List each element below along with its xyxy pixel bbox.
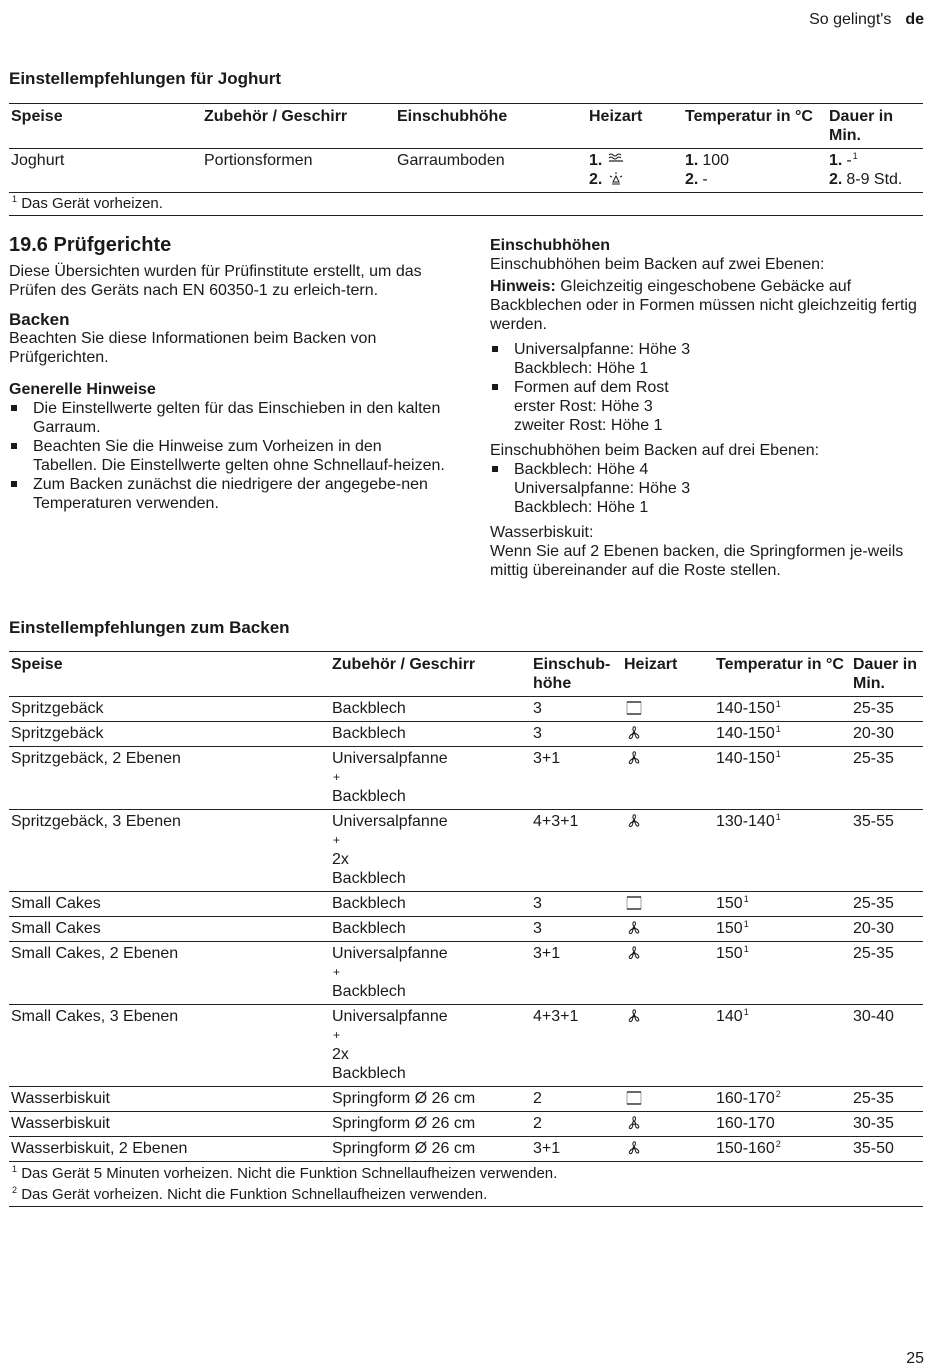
- cell-heizart: [622, 1137, 714, 1162]
- footnote-text: Das Gerät vorheizen.: [21, 195, 163, 212]
- footnote-number: 1: [12, 194, 18, 204]
- table-row: [9, 722, 923, 747]
- footnote-number: 1: [12, 1164, 18, 1174]
- header-lang: de: [905, 11, 924, 28]
- cell-temperatur: [714, 722, 851, 747]
- table-row: [9, 942, 923, 1005]
- temp-value: 150: [716, 945, 743, 962]
- step-number: 1.: [589, 152, 603, 169]
- zubehoer-line: Springform Ø 26 cm: [332, 1090, 476, 1107]
- cell-dauer: 25-35: [851, 942, 923, 1005]
- list-line: zweiter Rost: Höhe 1: [514, 417, 663, 434]
- footnote-ref: 1: [743, 894, 749, 904]
- zubehoer-line: +: [333, 965, 341, 979]
- joghurt-header-row: [9, 104, 923, 149]
- cell-temperatur: [714, 892, 851, 917]
- temp-value: 100: [702, 152, 730, 169]
- list-item: Zum Backen zunächst die niedrigere der angegebe-nen Temperaturen verwenden.: [9, 475, 449, 513]
- col-header: Temperatur in °C: [683, 104, 827, 149]
- cell-dauer: 25-35: [851, 1087, 923, 1112]
- cell-heizart: [622, 747, 714, 810]
- cell-dauer: 35-55: [851, 810, 923, 892]
- temp-value: 140-150: [716, 750, 775, 767]
- cell-zubehoer: [330, 1005, 531, 1087]
- cell-speise: Spritzgebäck: [9, 697, 330, 722]
- temp-value: 150-160: [716, 1140, 775, 1157]
- cell-zubehoer: [330, 747, 531, 810]
- backen-text: Beachten Sie diese Informationen beim Backen von Prüfgerichten.: [9, 330, 377, 366]
- list-line: Backblech: Höhe 1: [514, 360, 649, 377]
- page-header: [809, 10, 924, 29]
- col-header: Dauer in Min.: [827, 104, 923, 149]
- cell-hoehe: [531, 747, 622, 810]
- hinweis-note: [490, 277, 920, 334]
- cell-dauer: 25-35: [851, 892, 923, 917]
- table-row: [9, 1112, 923, 1137]
- cell-zubehoer: [330, 697, 531, 722]
- top-bottom-heat-icon: [624, 895, 644, 911]
- header-section: So gelingt's: [809, 11, 892, 28]
- list-item: Die Einstellwerte gelten für das Einschieben in den kalten Garraum.: [9, 399, 449, 437]
- cell-zubehoer: [330, 810, 531, 892]
- cell-dauer: [827, 149, 923, 193]
- cell-speise: Small Cakes, 2 Ebenen: [9, 942, 330, 1005]
- cell-heizart: [622, 917, 714, 942]
- page-number: 25: [906, 1350, 924, 1367]
- temp-value: 150: [716, 920, 743, 937]
- cell-speise: Spritzgebäck: [9, 722, 330, 747]
- cell-temperatur: [714, 1005, 851, 1087]
- zubehoer-line: Universalpfanne: [332, 750, 448, 767]
- list-line: Backblech: Höhe 1: [514, 499, 649, 516]
- table-row: [9, 917, 923, 942]
- einschub-value: 4+3+1: [533, 813, 579, 830]
- cell-speise: Spritzgebäck, 3 Ebenen: [9, 810, 330, 892]
- cell-heizart: [622, 810, 714, 892]
- zubehoer-line: +: [333, 833, 341, 847]
- cell-zubehoer: [330, 917, 531, 942]
- einschub-value: 2: [533, 1115, 542, 1132]
- zubehoer-line: Springform Ø 26 cm: [332, 1140, 476, 1157]
- einschub-value: 3: [533, 895, 542, 912]
- list-line: Formen auf dem Rost: [514, 379, 669, 396]
- backen-table: [9, 651, 923, 1207]
- zubehoer-line: +: [333, 1028, 341, 1042]
- oven-light-icon: [606, 171, 626, 187]
- cell-dauer: 25-35: [851, 747, 923, 810]
- zubehoer-line: Backblech: [332, 920, 406, 937]
- footnote-ref: 1: [775, 724, 781, 734]
- cell-heizart: [622, 722, 714, 747]
- table-row: [9, 1005, 923, 1087]
- zubehoer-line: 2x: [332, 851, 349, 868]
- footnote-text: Das Gerät vorheizen. Nicht die Funktion Schnellaufheizen verwenden.: [21, 1186, 488, 1203]
- footnote-ref: 1: [775, 749, 781, 759]
- list-item: [490, 460, 920, 517]
- einschub-zwei-text: Einschubhöhen beim Backen auf zwei Ebenen:: [490, 256, 825, 273]
- pruef-left-column: [9, 236, 449, 513]
- cell-hoehe: [531, 1005, 622, 1087]
- einschub-value: 3+1: [533, 750, 561, 767]
- dauer-value: 8-9 Std.: [846, 171, 903, 188]
- dauer-value: -: [846, 152, 852, 169]
- top-bottom-heat-icon: [624, 700, 644, 716]
- col-header: Speise: [9, 104, 202, 149]
- cell-temperatur: [714, 917, 851, 942]
- cell-dauer: 20-30: [851, 722, 923, 747]
- hinweis-label: Hinweis:: [490, 278, 556, 295]
- zubehoer-line: Universalpfanne: [332, 945, 448, 962]
- table-row: [9, 1087, 923, 1112]
- bottom-heat-icon: [606, 152, 626, 168]
- cell-dauer: 25-35: [851, 697, 923, 722]
- cell-zubehoer: [330, 892, 531, 917]
- einschub-value: 3: [533, 700, 542, 717]
- zubehoer-line: Universalpfanne: [332, 813, 448, 830]
- hot-air-gentle-icon: [624, 1115, 644, 1131]
- table-row: [9, 697, 923, 722]
- zubehoer-line: Backblech: [332, 788, 406, 805]
- wasser-text: Wenn Sie auf 2 Ebenen backen, die Springformen je-weils mittig übereinander auf die Roste stellen.: [490, 543, 904, 579]
- temp-value: 150: [716, 895, 743, 912]
- step-number: 1.: [829, 152, 843, 169]
- table-row: [9, 149, 923, 193]
- cell-heizart: [622, 1005, 714, 1087]
- hinweise-heading: Generelle Hinweise: [9, 381, 156, 398]
- cell-heizart: [587, 149, 683, 193]
- zubehoer-line: 2x: [332, 1046, 349, 1063]
- cell-speise: Small Cakes: [9, 917, 330, 942]
- list-item: Beachten Sie die Hinweise zum Vorheizen in den Tabellen. Die Einstellwerte gelten ohne Schnellauf-heizen.: [9, 437, 449, 475]
- footnote-number: 2: [12, 1185, 18, 1195]
- cell-temperatur: [714, 1137, 851, 1162]
- cell-hoehe: [531, 1137, 622, 1162]
- footnote: [9, 1184, 923, 1207]
- col-header: Einschubhöhe: [395, 104, 587, 149]
- hot-air-icon: [624, 1008, 644, 1024]
- section-heading: 19.6 Prüfgerichte: [9, 234, 172, 256]
- zubehoer-line: Universalpfanne: [332, 1008, 448, 1025]
- cell-dauer: 30-40: [851, 1005, 923, 1087]
- footnote-ref: 1: [743, 944, 749, 954]
- table-row: [9, 747, 923, 810]
- col-header: Zubehör / Geschirr: [330, 652, 531, 697]
- cell-dauer: 20-30: [851, 917, 923, 942]
- cell-temperatur: [683, 149, 827, 193]
- einschub-value: 3+1: [533, 945, 561, 962]
- col-header: Zubehör / Geschirr: [202, 104, 395, 149]
- step-number: 2.: [685, 171, 699, 188]
- cell-heizart: [622, 1112, 714, 1137]
- footnote: [9, 193, 923, 216]
- cell-temperatur: [714, 697, 851, 722]
- cell-dauer: 30-35: [851, 1112, 923, 1137]
- cell-speise: Wasserbiskuit: [9, 1112, 330, 1137]
- footnote-ref: 1: [852, 151, 858, 161]
- cell-speise: Small Cakes: [9, 892, 330, 917]
- cell-hoehe: [531, 942, 622, 1005]
- einschub-value: 2: [533, 1090, 542, 1107]
- cell-speise: Wasserbiskuit: [9, 1087, 330, 1112]
- list-item: [490, 340, 920, 378]
- zubehoer-line: +: [333, 770, 341, 784]
- hinweis-text: Gleichzeitig eingeschobene Gebäcke auf Backblechen oder in Formen müssen nicht gleichzeitig fertig werden.: [490, 278, 917, 333]
- hot-air-icon: [624, 725, 644, 741]
- top-bottom-heat-icon: [624, 1090, 644, 1106]
- hot-air-icon: [624, 920, 644, 936]
- intro-text: Diese Übersichten wurden für Prüfinstitute erstellt, um das Prüfen des Geräts nach EN 60350-1 zu erleich-tern.: [9, 263, 422, 299]
- cell-hoehe: [531, 892, 622, 917]
- list-item: [490, 378, 920, 435]
- cell-hoehe: Garraumboden: [395, 149, 587, 193]
- col-header: Heizart: [622, 652, 714, 697]
- cell-zubehoer: Portionsformen: [202, 149, 395, 193]
- cell-hoehe: [531, 1112, 622, 1137]
- backen-heading: Backen: [9, 310, 70, 329]
- einschub-value: 4+3+1: [533, 1008, 579, 1025]
- cell-temperatur: [714, 810, 851, 892]
- col-header: Heizart: [587, 104, 683, 149]
- backen-header-row: [9, 652, 923, 697]
- zubehoer-line: Backblech: [332, 870, 406, 887]
- col-header: Speise: [9, 652, 330, 697]
- temp-value: -: [702, 171, 708, 188]
- footnote-ref: 2: [775, 1089, 781, 1099]
- zwei-ebenen-list: [490, 340, 920, 435]
- temp-value: 140-150: [716, 725, 775, 742]
- cell-heizart: [622, 697, 714, 722]
- cell-speise: Spritzgebäck, 2 Ebenen: [9, 747, 330, 810]
- joghurt-title: Einstellempfehlungen für Joghurt: [9, 69, 282, 88]
- zubehoer-line: Backblech: [332, 700, 406, 717]
- cell-heizart: [622, 892, 714, 917]
- footnote: [9, 1162, 923, 1185]
- temp-value: 160-170: [716, 1115, 775, 1132]
- cell-temperatur: [714, 942, 851, 1005]
- hot-air-icon: [624, 945, 644, 961]
- footnote-ref: 1: [775, 699, 781, 709]
- einschub-value: 3: [533, 725, 542, 742]
- cell-zubehoer: [330, 1087, 531, 1112]
- col-header: Dauer in Min.: [851, 652, 923, 697]
- cell-zubehoer: [330, 1112, 531, 1137]
- cell-heizart: [622, 942, 714, 1005]
- cell-temperatur: [714, 1112, 851, 1137]
- footnote-ref: 1: [743, 1007, 749, 1017]
- footnote-ref: 1: [775, 812, 781, 822]
- cell-temperatur: [714, 747, 851, 810]
- hot-air-icon: [624, 750, 644, 766]
- backen-table-title: Einstellempfehlungen zum Backen: [9, 618, 290, 637]
- list-line: Universalpfanne: Höhe 3: [514, 480, 691, 497]
- step-number: 2.: [589, 171, 603, 188]
- hot-air-icon: [624, 813, 644, 829]
- zubehoer-line: Backblech: [332, 983, 406, 1000]
- zubehoer-line: Springform Ø 26 cm: [332, 1115, 476, 1132]
- drei-ebenen-list: [490, 460, 920, 517]
- einschub-value: 3+1: [533, 1140, 561, 1157]
- zubehoer-line: Backblech: [332, 725, 406, 742]
- cell-speise: Wasserbiskuit, 2 Ebenen: [9, 1137, 330, 1162]
- list-line: erster Rost: Höhe 3: [514, 398, 653, 415]
- footnote-ref: 2: [775, 1139, 781, 1149]
- step-number: 2.: [829, 171, 843, 188]
- cell-hoehe: [531, 810, 622, 892]
- table-row: [9, 892, 923, 917]
- cell-heizart: [622, 1087, 714, 1112]
- zubehoer-line: Backblech: [332, 1065, 406, 1082]
- temp-value: 160-170: [716, 1090, 775, 1107]
- col-header: Einschub-höhe: [531, 652, 622, 697]
- cell-hoehe: [531, 1087, 622, 1112]
- pruef-right-column: [490, 236, 920, 580]
- cell-temperatur: [714, 1087, 851, 1112]
- footnote-ref: 1: [743, 919, 749, 929]
- joghurt-table: [9, 103, 923, 216]
- cell-zubehoer: [330, 942, 531, 1005]
- temp-value: 140: [716, 1008, 743, 1025]
- table-row: [9, 1137, 923, 1162]
- step-number: 1.: [685, 152, 699, 169]
- table-row: [9, 810, 923, 892]
- temp-value: 130-140: [716, 813, 775, 830]
- cell-speise: Joghurt: [9, 149, 202, 193]
- cell-hoehe: [531, 722, 622, 747]
- hinweise-list: [9, 399, 449, 513]
- wasser-label: Wasserbiskuit:: [490, 524, 594, 541]
- cell-hoehe: [531, 697, 622, 722]
- cell-zubehoer: [330, 722, 531, 747]
- list-line: Backblech: Höhe 4: [514, 461, 649, 478]
- hot-air-icon: [624, 1140, 644, 1156]
- cell-zubehoer: [330, 1137, 531, 1162]
- einschub-value: 3: [533, 920, 542, 937]
- col-header: Temperatur in °C: [714, 652, 851, 697]
- cell-dauer: 35-50: [851, 1137, 923, 1162]
- einschub-drei-text: Einschubhöhen beim Backen auf drei Ebenen:: [490, 442, 820, 459]
- footnote-text: Das Gerät 5 Minuten vorheizen. Nicht die Funktion Schnellaufheizen verwenden.: [21, 1165, 558, 1182]
- temp-value: 140-150: [716, 700, 775, 717]
- einschub-heading: Einschubhöhen: [490, 237, 610, 254]
- cell-hoehe: [531, 917, 622, 942]
- list-line: Universalpfanne: Höhe 3: [514, 341, 691, 358]
- zubehoer-line: Backblech: [332, 895, 406, 912]
- cell-speise: Small Cakes, 3 Ebenen: [9, 1005, 330, 1087]
